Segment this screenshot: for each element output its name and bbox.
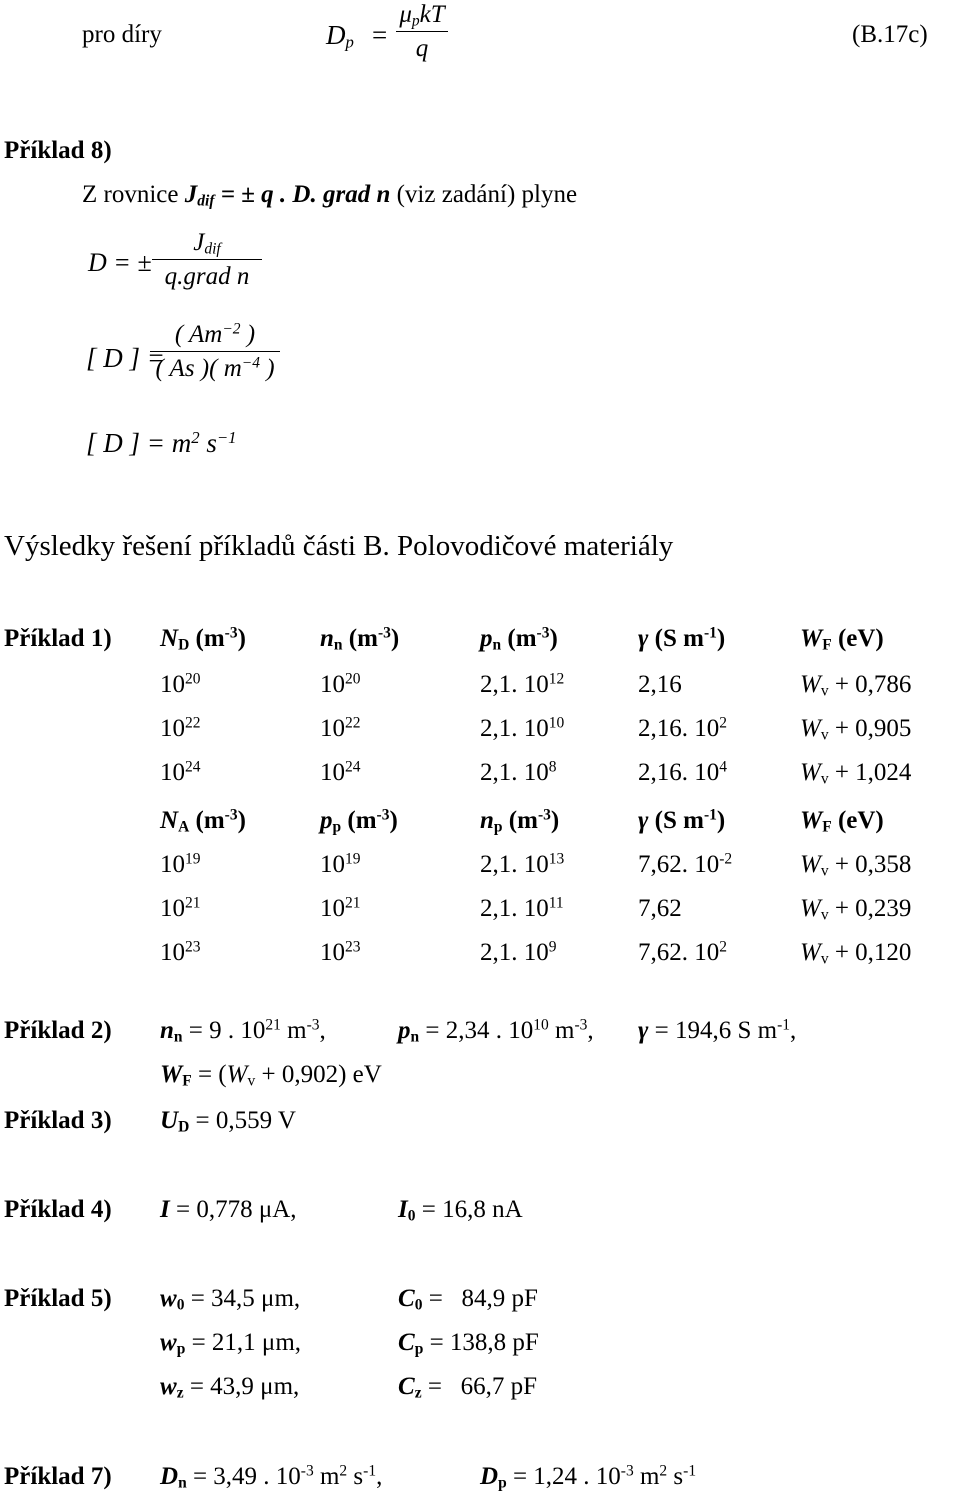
table-cell: $10^{21}$ [160,894,201,922]
table-cell: $10^{22}$ [320,714,361,742]
b17c-lhs: $D_p$ [326,20,354,52]
ex8-eq2-fraction: ( $Am^{-2}$ ) ( As )( $m^{-4}$ ) [150,322,280,381]
header-wf-p: $W_F$ (eV) [800,807,884,836]
ex1-label: Příklad 1) [4,625,112,652]
ex8-eq1-lhs: D = ± [88,248,152,277]
table-cell: 2,1. $10^{12}$ [480,670,565,698]
table-cell: $10^{23}$ [320,938,361,966]
ex7-label: Příklad 7) [4,1463,112,1490]
table-cell: 2,16. $10^4$ [638,758,727,786]
table-cell: $W_v + 0,358$ [800,851,912,880]
header-nn: $n_n$ $(m^{-3})$ [320,624,400,654]
ex8-heading: Příklad 8) [4,137,112,164]
ex8-eq1-fraction: $J_{dif}$ q.grad n [152,230,262,289]
section-title: Výsledky řešení příkladů části B. Polovodičové materiály [4,530,674,562]
ex5-c0: $C_0 = 84,9$ pF [398,1285,538,1314]
ex5-w0: $w_0 = 34,5$ μm, [160,1285,301,1314]
table-cell: $10^{24}$ [160,758,201,786]
ex5-wp: $w_p = 21,1$ μm, [160,1329,302,1358]
ex4-label: Příklad 4) [4,1196,112,1223]
ex8-eq3: [ D ] = $m^2$ $s^{-1}$ [86,427,237,458]
header-nd: $N_D$ $(m^{-3})$ [160,624,246,654]
ex8-eq2-lhs: [ D ] = [86,343,165,373]
header-wf: $W_F$ (eV) [800,625,884,654]
ex4-i0: $I_0 = 16,8$ nA [398,1196,523,1225]
ex5-wz: $w_z = 43,9$ μm, [160,1373,300,1402]
table-cell: 7,62 [638,895,682,922]
ex3-ud: $U_D = 0,559$ V [160,1107,296,1136]
b17c-label: pro díry [82,21,162,48]
table-cell: $W_v + 0,239$ [800,895,912,924]
header-pp: $p_p$ $(m^{-3})$ [320,806,398,836]
ex3-label: Příklad 3) [4,1107,112,1134]
table-cell: $10^{19}$ [320,850,361,878]
table-cell: $10^{22}$ [160,714,201,742]
table-cell: $10^{20}$ [320,670,361,698]
ex2-gamma: γ = 194,6 S $m^{-1}$, [638,1016,797,1044]
ex7-dn: $D_n = 3,49$ . $10^{-3}$ $m^2$ $s^{-1}$, [160,1462,383,1492]
table-cell: 2,1. $10^{10}$ [480,714,565,742]
table-cell: 2,1. $10^{13}$ [480,850,565,878]
table-cell: $W_v + 0,905$ [800,715,912,744]
table-cell: $W_v + 0,120$ [800,939,912,968]
ex7-dp: $D_p = 1,24$ . $10^{-3}$ $m^2$ $s^{-1}$ [480,1462,697,1492]
table-cell: $10^{24}$ [320,758,361,786]
header-gamma-p: γ (S $m^{-1}$) [638,806,726,834]
b17c-fraction: $\mu_pkT$ q [396,2,448,61]
header-na: $N_A$ $(m^{-3})$ [160,806,246,836]
table-cell: $10^{21}$ [320,894,361,922]
ex2-label: Příklad 2) [4,1017,112,1044]
header-pn: $p_n$ $(m^{-3})$ [480,624,558,654]
table-cell: $10^{23}$ [160,938,201,966]
b17c-eq: = [372,20,388,50]
table-cell: 2,1. $10^{11}$ [480,894,564,922]
ex8-intro: Z rovnice $J_{dif}$ = ± q . D. grad n (viz zadání) plyne [82,181,578,210]
table-cell: $10^{19}$ [160,850,201,878]
table-cell: 2,16 [638,671,682,698]
b17c-number: (B.17c) [852,21,928,48]
table-cell: $10^{20}$ [160,670,201,698]
ex2-wf: $W_F = (W_v + 0,902)$ eV [160,1061,382,1090]
ex2-pn: $p_n = 2,34$ . $10^{10}$ $m^{-3}$, [398,1016,594,1046]
header-np: $n_p$ $(m^{-3})$ [480,806,560,836]
table-cell: 7,62. $10^2$ [638,938,727,966]
table-cell: $W_v + 0,786$ [800,671,912,700]
table-cell: 2,1. $10^8$ [480,758,557,786]
ex5-cp: $C_p = 138,8$ pF [398,1329,539,1358]
table-cell: $W_v + 1,024$ [800,759,912,788]
table-cell: 2,1. $10^9$ [480,938,557,966]
ex5-label: Příklad 5) [4,1285,112,1312]
header-gamma: γ (S $m^{-1}$) [638,624,726,652]
ex2-nn: $n_n = 9$ . $10^{21}$ $m^{-3}$, [160,1016,326,1046]
table-cell: 7,62. $10^{-2}$ [638,850,733,878]
ex5-cz: $C_z = 66,7$ pF [398,1373,538,1402]
table-cell: 2,16. $10^2$ [638,714,727,742]
ex4-i: I = 0,778 μA, [160,1196,297,1223]
